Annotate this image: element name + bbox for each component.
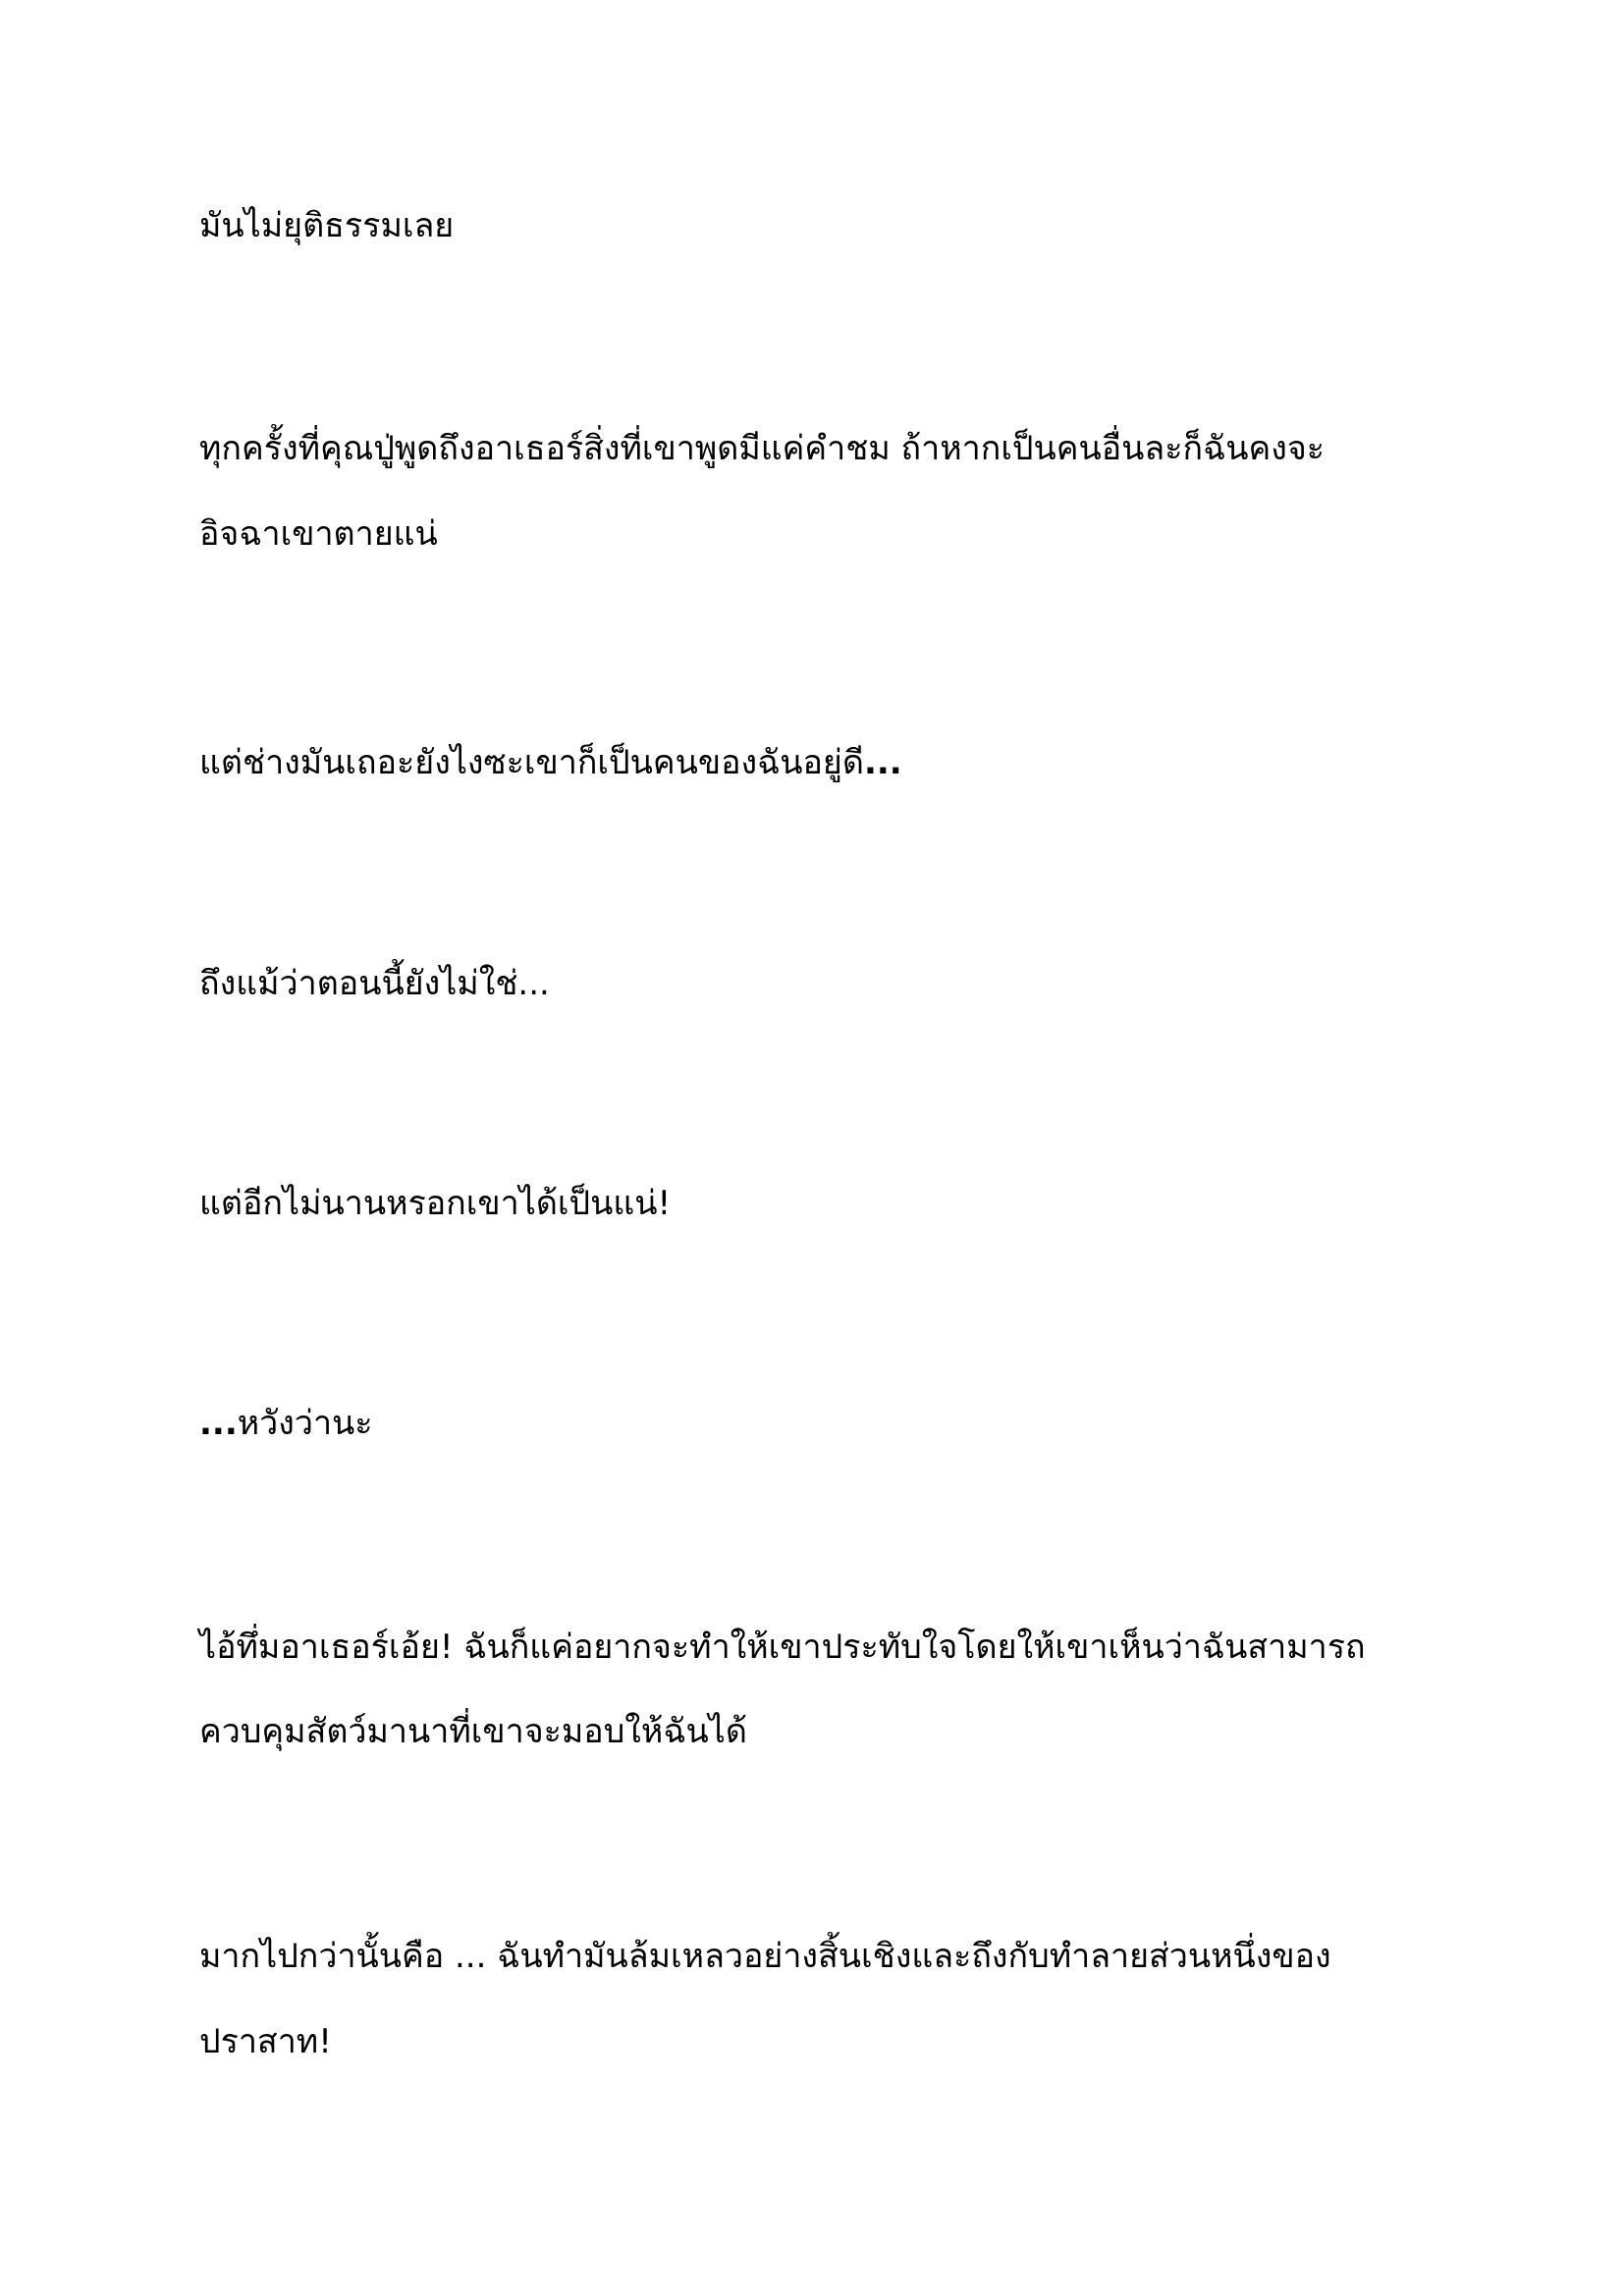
paragraph-3-line-1 xyxy=(199,743,902,782)
paragraph-7-line-1: ไอ้ทึ่มอาเธอร์เอ้ย! ฉันก็แค่อยากจะทำให้เขาประทับใจโดยให้เขาเห็นว่าฉันสามารถ xyxy=(199,1628,1366,1667)
paragraph-8-line-1: มากไปกว่านั้นคือ ... ฉันทำมันล้มเหลวอย่างสิ้นเชิงและถึงกับทำลายส่วนหนึ่งของ xyxy=(199,1937,1331,1976)
paragraph-1-line-1: มันไม่ยุติธรรมเลย xyxy=(199,206,455,245)
paragraph-6-line-1 xyxy=(199,1404,373,1443)
paragraph-7-line-2: ควบคุมสัตว์มานาที่เขาจะมอบให้ฉันได้ xyxy=(199,1712,747,1751)
paragraph-6-ellipsis: ... xyxy=(199,1404,238,1443)
paragraph-8-line-2: ปราสาท! xyxy=(199,2022,332,2061)
paragraph-3-ellipsis: ... xyxy=(863,743,902,782)
paragraph-6-text: หวังว่านะ xyxy=(237,1404,373,1443)
paragraph-4-line-1: ถึงแม้ว่าตอนนี้ยังไม่ใช่... xyxy=(199,964,550,1003)
paragraph-3-text: แต่ช่างมันเถอะยังไงซะเขาก็เป็นคนของฉันอยู่ดี xyxy=(199,743,864,782)
paragraph-2-line-1: ทุกครั้งที่คุณปู่พูดถึงอาเธอร์สิ่งที่เขาพูดมีแค่คำชม ถ้าหากเป็นคนอื่นละก็ฉันคงจะ xyxy=(199,429,1326,468)
paragraph-2-line-2: อิจฉาเขาตายแน่ xyxy=(199,514,438,554)
paragraph-5-line-1: แต่อีกไม่นานหรอกเขาได้เป็นแน่! xyxy=(199,1184,672,1223)
